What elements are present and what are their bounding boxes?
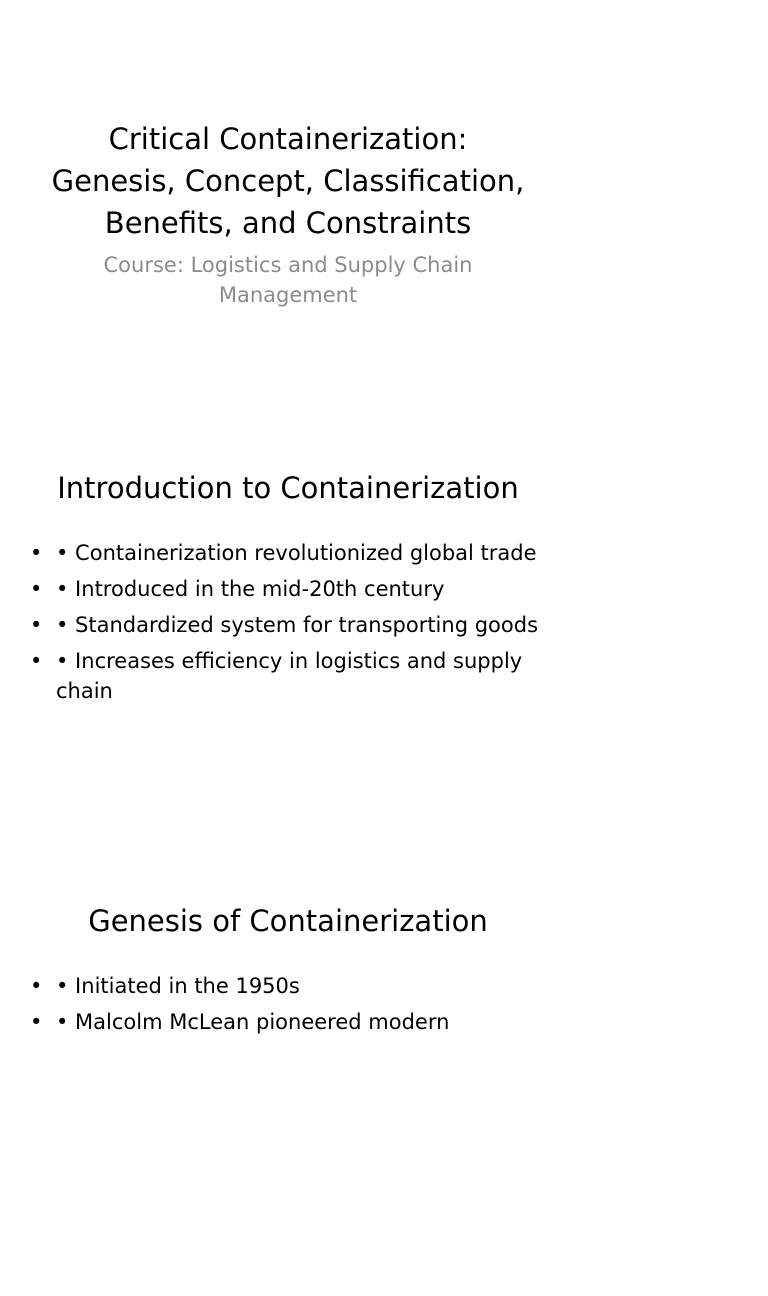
title-line-1: Critical Containerization: bbox=[108, 122, 468, 156]
bullet-text: • Increases efficiency in logistics and supply chain bbox=[56, 649, 523, 703]
list-item bbox=[30, 538, 550, 568]
bullet-text: • Malcolm McLean pioneered modern bbox=[56, 1010, 450, 1034]
introduction-slide bbox=[0, 432, 768, 864]
bullet-marker: • bbox=[30, 613, 43, 637]
title-line-3: Benefits, and Constraints bbox=[104, 206, 472, 240]
list-item bbox=[30, 610, 550, 640]
genesis-title: Genesis of Containerization bbox=[88, 904, 488, 938]
bullet-text: • Initiated in the 1950s bbox=[56, 974, 300, 998]
bullet-marker: • bbox=[30, 974, 43, 998]
presentation-subtitle bbox=[38, 250, 538, 310]
introduction-title: Introduction to Containerization bbox=[57, 471, 519, 505]
list-item bbox=[30, 574, 550, 604]
bullet-text: • Standardized system for transporting goods bbox=[56, 613, 539, 637]
subtitle-line-1: Course: Logistics and Supply Chain bbox=[103, 253, 473, 277]
bullet-marker: • bbox=[30, 577, 43, 601]
introduction-bullet-list bbox=[30, 538, 550, 712]
list-item bbox=[30, 1007, 550, 1037]
genesis-slide bbox=[0, 864, 768, 1296]
bullet-marker: • bbox=[30, 649, 43, 673]
bullet-marker: • bbox=[30, 1010, 43, 1034]
subtitle-line-2: Management bbox=[218, 283, 358, 307]
genesis-bullet-list bbox=[30, 971, 550, 1043]
list-item bbox=[30, 971, 550, 1001]
bullet-marker: • bbox=[30, 541, 43, 565]
list-item bbox=[30, 646, 550, 706]
title-line-2: Genesis, Concept, Classification, bbox=[51, 164, 525, 198]
presentation-title bbox=[38, 118, 538, 244]
bullet-text: • Containerization revolutionized global trade bbox=[56, 541, 537, 565]
title-slide bbox=[0, 0, 768, 432]
bullet-text: • Introduced in the mid-20th century bbox=[56, 577, 445, 601]
